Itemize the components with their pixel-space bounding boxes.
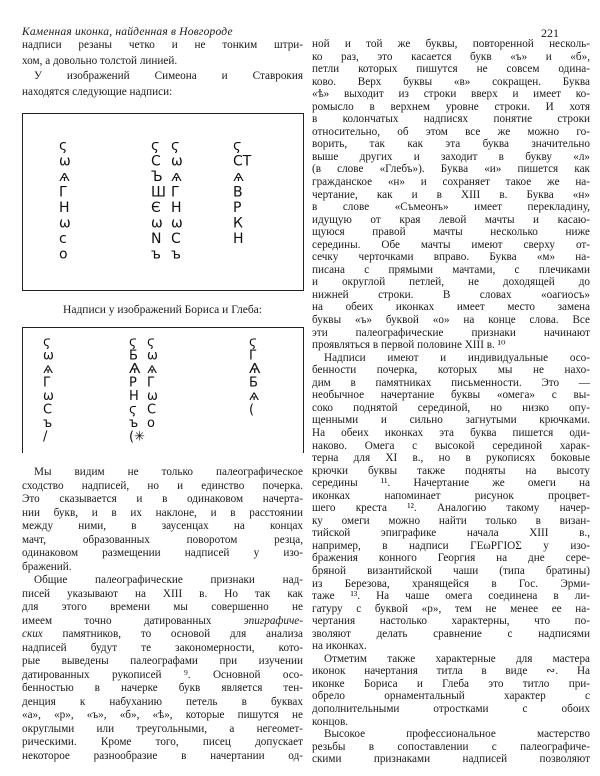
text-line: дополнительными отростками с обоих [312, 702, 590, 715]
inscription-glyph: ϛ [43, 335, 51, 350]
text-line: одинаковом размещении надписей у изо- [22, 547, 303, 559]
inscription-glyph: ѧ [233, 169, 244, 185]
figure-caption: Надписи у изображений Бориса и Глеба: [63, 304, 262, 316]
inscription-glyph: ѧ [43, 362, 54, 377]
text-line: эти палеографические признаки начинают [312, 326, 590, 339]
inscription-glyph: ъ [129, 416, 139, 431]
inscription-glyph: ѧ [59, 169, 70, 185]
text-line: надписей будут те закономерности, кото- [22, 641, 303, 654]
text-line: надписи резаны четко и не тонким штри- [22, 39, 303, 51]
text-line: ной и той же буквы, повторенной несколь- [312, 38, 590, 50]
italic-text: ских [22, 628, 43, 640]
text-line: середины ¹¹. Начертание же омеги на [312, 477, 590, 490]
text-line: скими признаками надписей позволяют [312, 753, 590, 766]
text-line: рическими. Кроме того, писец допускает [22, 736, 303, 748]
text-line: Общие палеографические признаки над- [34, 574, 303, 586]
text-line: зволяют делать сравнение с надписями [312, 627, 590, 640]
inscription-glyph: ω [43, 389, 54, 404]
text-segment: имеем точно датированных [22, 614, 244, 627]
inscription-glyph: ϛ [151, 138, 160, 154]
inscription-glyph: Б [129, 348, 138, 364]
inscriptions-drawing [23, 328, 303, 453]
inscription-glyph: ϛ [249, 335, 257, 350]
text-line: необычное начертание буквы «омега» с вы- [312, 389, 590, 402]
text-line: бражения конного Георгия на дне сере- [312, 552, 590, 565]
text-line [22, 628, 303, 642]
text-line [22, 615, 303, 629]
text-line: Высокое профессиональное мастерство [324, 728, 590, 741]
text-line: находятся следующие надписи: [22, 85, 173, 98]
text-line: мачт, образованных поворотом резца, [22, 533, 303, 546]
inscription-glyph: ѧ [249, 389, 260, 404]
text-line: хом, а довольно толстой линией. [22, 54, 178, 67]
text-line: Надписи имеют и индивидуальные осо- [324, 351, 590, 364]
text-line: на иконках. [312, 640, 367, 653]
text-line: гатуру с буквой «р», тем не менее ее на- [312, 602, 590, 615]
inscription-glyph: ω [59, 215, 71, 232]
text-line: ку омеги можно найти только в визан- [312, 514, 590, 527]
text-line: дим в памятниках письменности. Это — [312, 376, 590, 389]
inscription-glyph: СТ [233, 153, 252, 170]
inscription-glyph: С [171, 231, 181, 247]
text-line: чертание, как и в XIII в. Буква «н» [312, 188, 590, 201]
text-line: шего креста ¹². Аналогию такому начер- [312, 502, 590, 515]
text-line: (в слове «Глебъ»). Буква «и» пишется как [312, 163, 590, 176]
inscription-glyph: ϛ [129, 335, 137, 350]
text-line: щенными и сильно загнутыми крючками. [312, 414, 590, 427]
inscription-glyph: С [151, 153, 161, 170]
text-line: некоторое разнообразие в начертании од- [22, 749, 303, 762]
text-line: писана с прямыми мачтами, с плечиками [312, 263, 590, 276]
text-line: писей указывают на XIII в. Но так как [22, 587, 303, 600]
inscription-glyph: Н [129, 389, 139, 404]
inscription-glyph: Г [43, 375, 51, 391]
text-line: наково. Омега с высокой серединой харак- [312, 439, 590, 452]
inscription-glyph: Р [233, 200, 242, 216]
text-line: бенностью в начерке букв является тен- [22, 682, 303, 694]
inscription-glyph: Н [233, 231, 244, 247]
inscription-glyph: Г [249, 348, 257, 364]
inscription-glyph: о [147, 416, 155, 431]
left-column-body-text [22, 466, 303, 763]
inscription-glyph: Ѧ [129, 362, 141, 377]
text-line: нижней строки. В словах «оагиосъ» [312, 288, 590, 301]
inscription-glyph: о [59, 246, 68, 263]
inscription-glyph: ω [147, 389, 158, 404]
text-line: из Березова, хранящейся в Гос. Эрми- [312, 577, 590, 590]
text-line: «а», «р», «ъ», «б», «ѣ», которые пишутся не [22, 709, 303, 721]
text-line: проявляться в первой половине XIII в. ¹⁰ [312, 339, 506, 352]
text-line: обрело орнаментальный характер с [312, 690, 590, 703]
inscription-glyph: ω [147, 348, 158, 364]
inscription-glyph: Ѧ [249, 362, 261, 377]
inscription-glyph: ω [171, 153, 183, 170]
inscriptions-drawing [23, 114, 303, 290]
text-line: сходство надписей, но и единство почерка. [22, 479, 303, 492]
text-line: иконках напоминает рисунок процвет- [312, 489, 590, 502]
text-line: Мы видим не только палеографическое [34, 466, 303, 478]
inscription-glyph: Н [171, 200, 182, 216]
text-line: соко поднятой серединой, но низко опу- [312, 401, 590, 414]
text-line: для этого времени мы совершенно не [22, 601, 303, 613]
text-line: относительно, об этом все же можно го- [312, 125, 590, 138]
inscription-glyph: ς [59, 138, 68, 154]
text-line: иконок начертания титла в виде ∾. На [312, 665, 590, 678]
text-line: выше других и заходит в букву «л» [312, 150, 590, 163]
inscription-glyph: ( [249, 402, 255, 418]
inscription-glyph: Б [249, 375, 258, 391]
inscription-glyph: ω [151, 215, 163, 232]
inscription-glyph: С [43, 402, 53, 418]
inscription-glyph: ϛ [147, 335, 155, 350]
inscription-glyph: В [233, 184, 243, 201]
inscription-glyph: К [233, 215, 243, 232]
text-line: терна для XI в., но в рукописях боковые [312, 452, 590, 465]
text-line: бенности почерка, которых мы не нахо- [312, 364, 590, 377]
text-line: крючки буквы также подняты на высоту [312, 464, 590, 477]
italic-text: эпиграфиче- [243, 614, 303, 627]
text-line: например, в надписи ΓΕωΡΓΙΟΣ у изо- [312, 539, 590, 552]
left-column-top-text [22, 38, 303, 100]
inscription-glyph: Є [151, 200, 161, 216]
text-line: иконке Бориса и Глеба это титло при- [312, 677, 590, 690]
text-line: гражданское «н» и сохраняет такое же на- [312, 176, 590, 189]
right-column-body-text [312, 38, 590, 766]
text-line: ворить, так как эта буква значительно [312, 138, 590, 151]
text-line: щуюся правой мачты несколько ниже [312, 226, 590, 239]
text-line: в колончатых надписях понятие строки [312, 113, 590, 126]
text-line: резьбы в сопоставлении с палеографиче- [312, 740, 590, 753]
inscription-glyph: ѧ [147, 362, 158, 377]
inscription-glyph: Г [59, 184, 68, 201]
text-line: Отметим также характерные для мастера [324, 652, 590, 665]
text-line: тийской эпиграфике начала XIII в., [312, 527, 590, 540]
text-line: таже ¹³. На чаше омега соединена в ли- [312, 590, 590, 603]
text-line: датированных рукописей ⁹. Основной осо- [22, 668, 303, 681]
inscription-glyph: ϛ [129, 402, 137, 418]
inscription-glyph: N [151, 231, 162, 247]
text-line: «ѣ» выходит из строки вверх и имеет ко- [312, 88, 590, 101]
inscription-glyph: ъ [43, 416, 53, 431]
text-line: на обеих иконках имеет место замена [312, 301, 590, 314]
text-line: петли которых пишутся не совсем одина- [312, 63, 590, 76]
inscription-glyph: Р [129, 375, 137, 391]
text-line: в слове «Съмеонъ» имеет перекладину, [312, 201, 590, 214]
inscription-glyph: Ъ [151, 169, 163, 185]
inscription-glyph: ъ [171, 246, 181, 263]
inscription-glyph: Ш [151, 184, 166, 201]
figure-simeon-stavrokiy-inscriptions [22, 113, 304, 291]
text-line: бряной византийской чаши (типа братины) [312, 564, 590, 577]
text-line: округлыми или треугольными, а негеомет- [22, 722, 303, 735]
text-line: идущую от края левой мачты и касаю- [312, 213, 590, 226]
text-line: рые выведены палеографами при изучении [22, 655, 303, 667]
text-line: и округлой петлей, не доходящей до [312, 276, 590, 289]
inscription-glyph: ъ [151, 246, 161, 263]
text-line: буквы «ъ» буквой «о» на конце слова. Все [312, 314, 590, 327]
text-line: концов. [312, 715, 349, 728]
inscription-glyph: ω [59, 153, 71, 170]
text-line: нии букв, и в их наклоне, и в расстоянии [22, 506, 303, 519]
text-line: На обеих иконках эта буква пишется оди- [312, 426, 590, 439]
inscription-glyph: ϛ [171, 138, 180, 154]
inscription-glyph: ѧ [171, 169, 182, 185]
text-line: чертания настолько характерны, что по- [312, 615, 590, 628]
text-line: сечку черточками вправо. Буква «м» на- [312, 251, 590, 264]
text-line: ково. Верх буквы «в» сокращен. Буква [312, 75, 590, 88]
text-line: У изображений Симеона и Ставрокия [34, 70, 303, 82]
text-line: ко раз, это касается букв «ъ» и «б», [312, 50, 590, 63]
inscription-glyph: Г [147, 375, 155, 391]
inscription-glyph: / [43, 429, 48, 445]
inscription-glyph: Н [59, 200, 70, 216]
text-line: середины. Обе мачты имеют сверху от- [312, 238, 590, 251]
running-header-title: Каменная иконка, найденная в Новгороде [22, 26, 233, 38]
text-line: Это сказывается и в одинаковом начерта- [22, 493, 303, 505]
text-segment: памятников, то основой для анализа [42, 628, 303, 640]
inscription-glyph: ω [171, 215, 183, 232]
text-line: ромысло в верхнем уровне строки. И хотя [312, 100, 590, 113]
inscription-glyph: ϲ [59, 231, 67, 247]
inscription-glyph: (✳ [129, 429, 145, 445]
inscription-glyph: С [147, 402, 157, 418]
page-number: 221 [541, 26, 559, 40]
text-line: бражений. [22, 560, 72, 573]
text-line: денция к набуханию петель в буквах [22, 695, 303, 708]
inscription-glyph: ϛ [233, 138, 242, 154]
inscription-glyph: Г [171, 184, 180, 201]
text-line: между ними, в заусенцах на концах [22, 520, 303, 532]
figure-boris-gleb-inscriptions [22, 327, 304, 453]
inscription-glyph: ω [43, 348, 54, 364]
